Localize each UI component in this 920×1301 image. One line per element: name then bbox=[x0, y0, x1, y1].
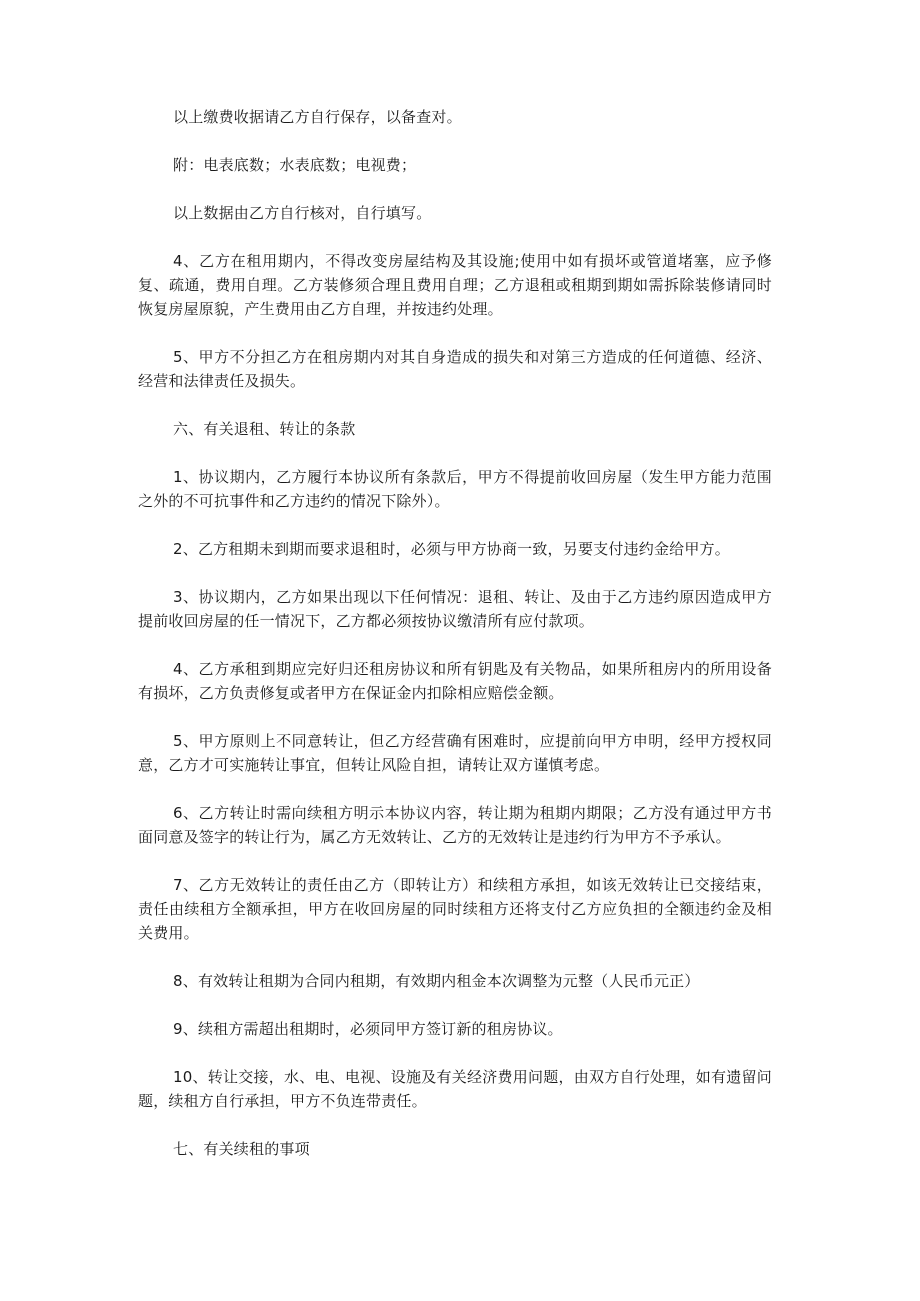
paragraph-clause-5-liability: 5、甲方不分担乙方在租房期内对其自身造成的损失和对第三方造成的任何道德、经济、经营和法律责任及损失。 bbox=[138, 348, 772, 390]
paragraph-data-check: 以上数据由乙方自行核对，自行填写。 bbox=[173, 204, 432, 222]
document-body bbox=[138, 105, 772, 1185]
paragraph-six-clause-4: 4、乙方承租到期应完好归还租房协议和所有钥匙及有关物品，如果所租房内的所用设备有损坏，乙方负责修复或者甲方在保证金内扣除相应赔偿金额。 bbox=[138, 660, 772, 702]
section-heading-seven: 七、有关续租的事项 bbox=[173, 1140, 310, 1158]
paragraph-meter-readings: 附：电表底数；水表底数；电视费； bbox=[173, 156, 417, 174]
paragraph-six-clause-3: 3、协议期内，乙方如果出现以下任何情况：退租、转让、及由于乙方违约原因造成甲方提前收回房屋的任一情况下，乙方都必须按协议缴清所有应付款项。 bbox=[138, 588, 772, 630]
paragraph-clause-4-structure: 4、乙方在租用期内，不得改变房屋结构及其设施;使用中如有损坏或管道堵塞，应予修复、疏通，费用自理。乙方装修须合理且费用自理；乙方退租或租期到期如需拆除装修请同时恢复房屋原貌，产生费用由乙方自理，并按违约处理。 bbox=[138, 252, 772, 318]
section-heading-six: 六、有关退租、转让的条款 bbox=[173, 420, 356, 438]
paragraph-six-clause-1: 1、协议期内，乙方履行本协议所有条款后，甲方不得提前收回房屋（发生甲方能力范围之外的不可抗事件和乙方违约的情况下除外）。 bbox=[138, 468, 772, 510]
paragraph-six-clause-9: 9、续租方需超出租期时，必须同甲方签订新的租房协议。 bbox=[173, 1020, 563, 1038]
paragraph-receipt-note: 以上缴费收据请乙方自行保存，以备查对。 bbox=[173, 108, 462, 126]
paragraph-six-clause-5: 5、甲方原则上不同意转让，但乙方经营确有困难时，应提前向甲方申明，经甲方授权同意，乙方才可实施转让事宜，但转让风险自担，请转让双方谨慎考虑。 bbox=[138, 732, 772, 774]
paragraph-six-clause-2: 2、乙方租期未到期而要求退租时，必须与甲方协商一致，另要支付违约金给甲方。 bbox=[173, 540, 730, 558]
paragraph-six-clause-8: 8、有效转让租期为合同内租期，有效期内租金本次调整为元整（人民币元正） bbox=[173, 972, 700, 990]
paragraph-six-clause-7: 7、乙方无效转让的责任由乙方（即转让方）和续租方承担，如该无效转让已交接结束，责任由续租方全额承担，甲方在收回房屋的同时续租方还将支付乙方应负担的全额违约金及相关费用。 bbox=[138, 876, 772, 942]
paragraph-six-clause-10: 10、转让交接，水、电、电视、设施及有关经济费用问题，由双方自行处理，如有遗留问题，续租方自行承担，甲方不负连带责任。 bbox=[138, 1068, 772, 1110]
paragraph-six-clause-6: 6、乙方转让时需向续租方明示本协议内容，转让期为租期内期限；乙方没有通过甲方书面同意及签字的转让行为，属乙方无效转让、乙方的无效转让是违约行为甲方不予承认。 bbox=[138, 804, 772, 846]
